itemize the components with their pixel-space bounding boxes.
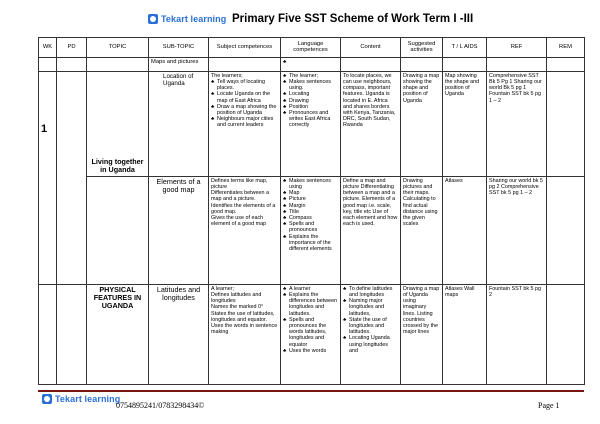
subject-competences-cell	[209, 71, 281, 176]
pd-cell	[57, 284, 87, 384]
activities-cell: Drawing a map showing the shape and position of Uganda	[401, 71, 443, 176]
subject-competence-line: Uses the words in sentence making	[211, 323, 278, 336]
col-header: Language competences	[281, 38, 341, 58]
language-competences-cell	[281, 176, 341, 284]
wk-cell	[39, 57, 57, 71]
content-item: ♣ To define latitudes and longitudes	[349, 286, 398, 298]
col-header: Subject competences	[209, 38, 281, 58]
language-competence-item: ♣ Position	[289, 104, 338, 110]
language-competence-item: ♣ Makes sentences using	[289, 178, 338, 190]
activities-cell: Drawing pictures and their maps. Calculating to find actual distance using the given scales	[401, 176, 443, 284]
language-competence-item: ♣ Margin	[289, 203, 338, 209]
topic-label: Living together in Uganda	[91, 156, 144, 174]
header-row	[39, 38, 585, 58]
subject-competence-item: ♣ Locate Uganda on the map of East Africa	[217, 91, 278, 103]
subtopic-cell: Maps and pictures	[149, 57, 209, 71]
subject-competence-item: ♣ Draw a map showing the position of Uganda	[217, 104, 278, 116]
col-header: PD	[57, 38, 87, 58]
language-competence-item: ♣ Map	[289, 190, 338, 196]
language-competence-item: ♣ Uses the words	[289, 348, 338, 354]
subject-competence-line: A learner;	[211, 285, 235, 292]
language-competence-item: ♣ Compass	[289, 215, 338, 221]
subject-competence-line: States the use of latitudes, longitudes and equator.	[211, 310, 275, 323]
footer-divider	[38, 390, 584, 392]
logo-icon	[148, 14, 158, 24]
subtopic-cell	[149, 71, 209, 176]
content-cell: To locate places, we can use neighbours, compass, important features. Uganda is located in E. Africa and shares borders with Kenya, Tanzania, DRC, South Sudan, Rwanda	[341, 71, 401, 176]
subject-competence-line: Defines terms like map, picture	[211, 177, 268, 191]
topic-cell	[87, 57, 149, 71]
activities-cell	[401, 57, 443, 71]
col-header: Content	[341, 38, 401, 58]
col-header: REF	[487, 38, 547, 58]
page-number: Page 1	[538, 401, 560, 410]
col-header: WK	[39, 38, 57, 58]
content-cell	[341, 284, 401, 384]
subtopic-label: Location of Uganda	[163, 72, 194, 87]
language-competence-item: ♣ Explains the importance of the different elements	[289, 234, 338, 253]
table-row	[39, 176, 585, 284]
brand-logo	[148, 14, 226, 24]
subject-competences-cell	[209, 176, 281, 284]
rem-cell	[547, 71, 585, 176]
aids-cell: Atlases Wall maps	[443, 284, 487, 384]
language-competence-item: ♣ Locating	[289, 91, 338, 97]
footer-brand-name: Tekart learning	[55, 394, 121, 404]
ref-cell: Sharing our world bk 5 pg 2 Comprehensive SST bk 5 pg 1 – 2	[487, 176, 547, 284]
language-competence-item: ♣ Picture	[289, 196, 338, 202]
rem-cell	[547, 176, 585, 284]
language-competence-item: ♣ Spells and pronounces	[289, 221, 338, 233]
ref-cell: Fountain SST bk 5 pg 2	[487, 284, 547, 384]
activities-cell: Drawing a map of Uganda using imaginary lines. Listing countries crossed by the major lines	[401, 284, 443, 384]
pd-cell	[57, 57, 87, 71]
language-competences-cell	[281, 57, 341, 71]
subject-competence-line: Names the marked 0°	[211, 304, 264, 311]
pd-cell	[57, 71, 87, 284]
table-row	[39, 57, 585, 71]
language-competence-item: ♣ The learner;	[289, 73, 338, 79]
rem-cell	[547, 284, 585, 384]
subtopic-label: Latitudes and longitudes	[156, 284, 201, 302]
subject-competence-line: Gives the use of each element of a good map	[211, 215, 267, 228]
language-competence-item: ♣ Makes sentences using.	[289, 79, 338, 91]
ref-cell: Comprehensive SST Bk 5 Pg 1 Sharing our world Bk 5 pg 1 Fountain SST bk 5 pg 1 – 2	[487, 71, 547, 176]
col-header: REM	[547, 38, 585, 58]
table-row	[39, 284, 585, 384]
subtopic-cell	[149, 284, 209, 384]
aids-cell: Map showing the shape and position of Uganda	[443, 71, 487, 176]
subject-competence-item: ♣ Tell ways of locating places.	[217, 79, 278, 91]
subject-competences-cell	[209, 284, 281, 384]
topic-label: PHYSICAL FEATURES IN UGANDA	[93, 284, 142, 310]
subject-competences-cell	[209, 57, 281, 71]
footer-brand-logo	[42, 394, 120, 404]
table-row	[39, 71, 585, 176]
footer-contacts: 0754895241/0783298434©	[116, 401, 205, 410]
subject-competence-line: Differentiates between a map and a picture.	[211, 190, 270, 203]
col-header: TOPIC	[87, 38, 149, 58]
language-competence-item: ♣ Pronounces and writes East Africa correctly	[289, 110, 338, 129]
subject-competence-line: Defines latitudes and longitudes	[211, 292, 262, 305]
col-header: T / L AIDS	[443, 38, 487, 58]
subtopic-label: Elements of a good map	[156, 176, 201, 194]
language-competence-item: ♣ Explains the differences between longitudes and latitudes.	[289, 292, 338, 317]
aids-cell: Atlases	[443, 176, 487, 284]
wk-cell	[39, 284, 57, 384]
content-cell: Define a map and picture Differentiating between a map and a picture. Elements of a good map i.e. scale, key, title etc Use of each element and how each is used.	[341, 176, 401, 284]
week-number: 1	[39, 71, 57, 284]
logo-icon	[42, 394, 52, 404]
col-header: SUB-TOPIC	[149, 38, 209, 58]
page-header	[0, 0, 600, 36]
aids-cell	[443, 57, 487, 71]
language-competence-item: ♣ Spells and pronounces the words latitudes, longitudes and equator	[289, 317, 338, 348]
subject-competence-intro: The learners;	[211, 72, 243, 79]
col-header: Suggested activities	[401, 38, 443, 58]
content-item: ♣ Naming major longitudes and latitudes,	[349, 298, 398, 317]
document-title: Primary Five SST Scheme of Work Term I -III	[232, 13, 474, 25]
subject-competence-line: Identifies the elements of a good map.	[211, 202, 276, 215]
language-competence-item: ♣ A learner	[289, 286, 338, 292]
subject-competence-item: ♣ Neighbours major cities and current leaders	[217, 116, 278, 128]
scheme-table	[38, 37, 585, 385]
rem-cell	[547, 57, 585, 71]
brand-name: Tekart learning	[161, 14, 227, 24]
topic-cell	[87, 284, 149, 384]
topic-cell	[87, 71, 149, 176]
subtopic-cell	[149, 176, 209, 284]
language-competence-item: ♣ Title	[289, 209, 338, 215]
language-competence-item: ♣ Drawing	[289, 98, 338, 104]
language-competences-cell	[281, 284, 341, 384]
content-item: ♣ State the use of longitudes and latitudes.	[349, 317, 398, 336]
topic-cell	[87, 176, 149, 284]
ref-cell	[487, 57, 547, 71]
content-item: ♣ Locating Uganda using longitudes and	[349, 335, 398, 354]
language-competences-cell	[281, 71, 341, 176]
content-cell	[341, 57, 401, 71]
